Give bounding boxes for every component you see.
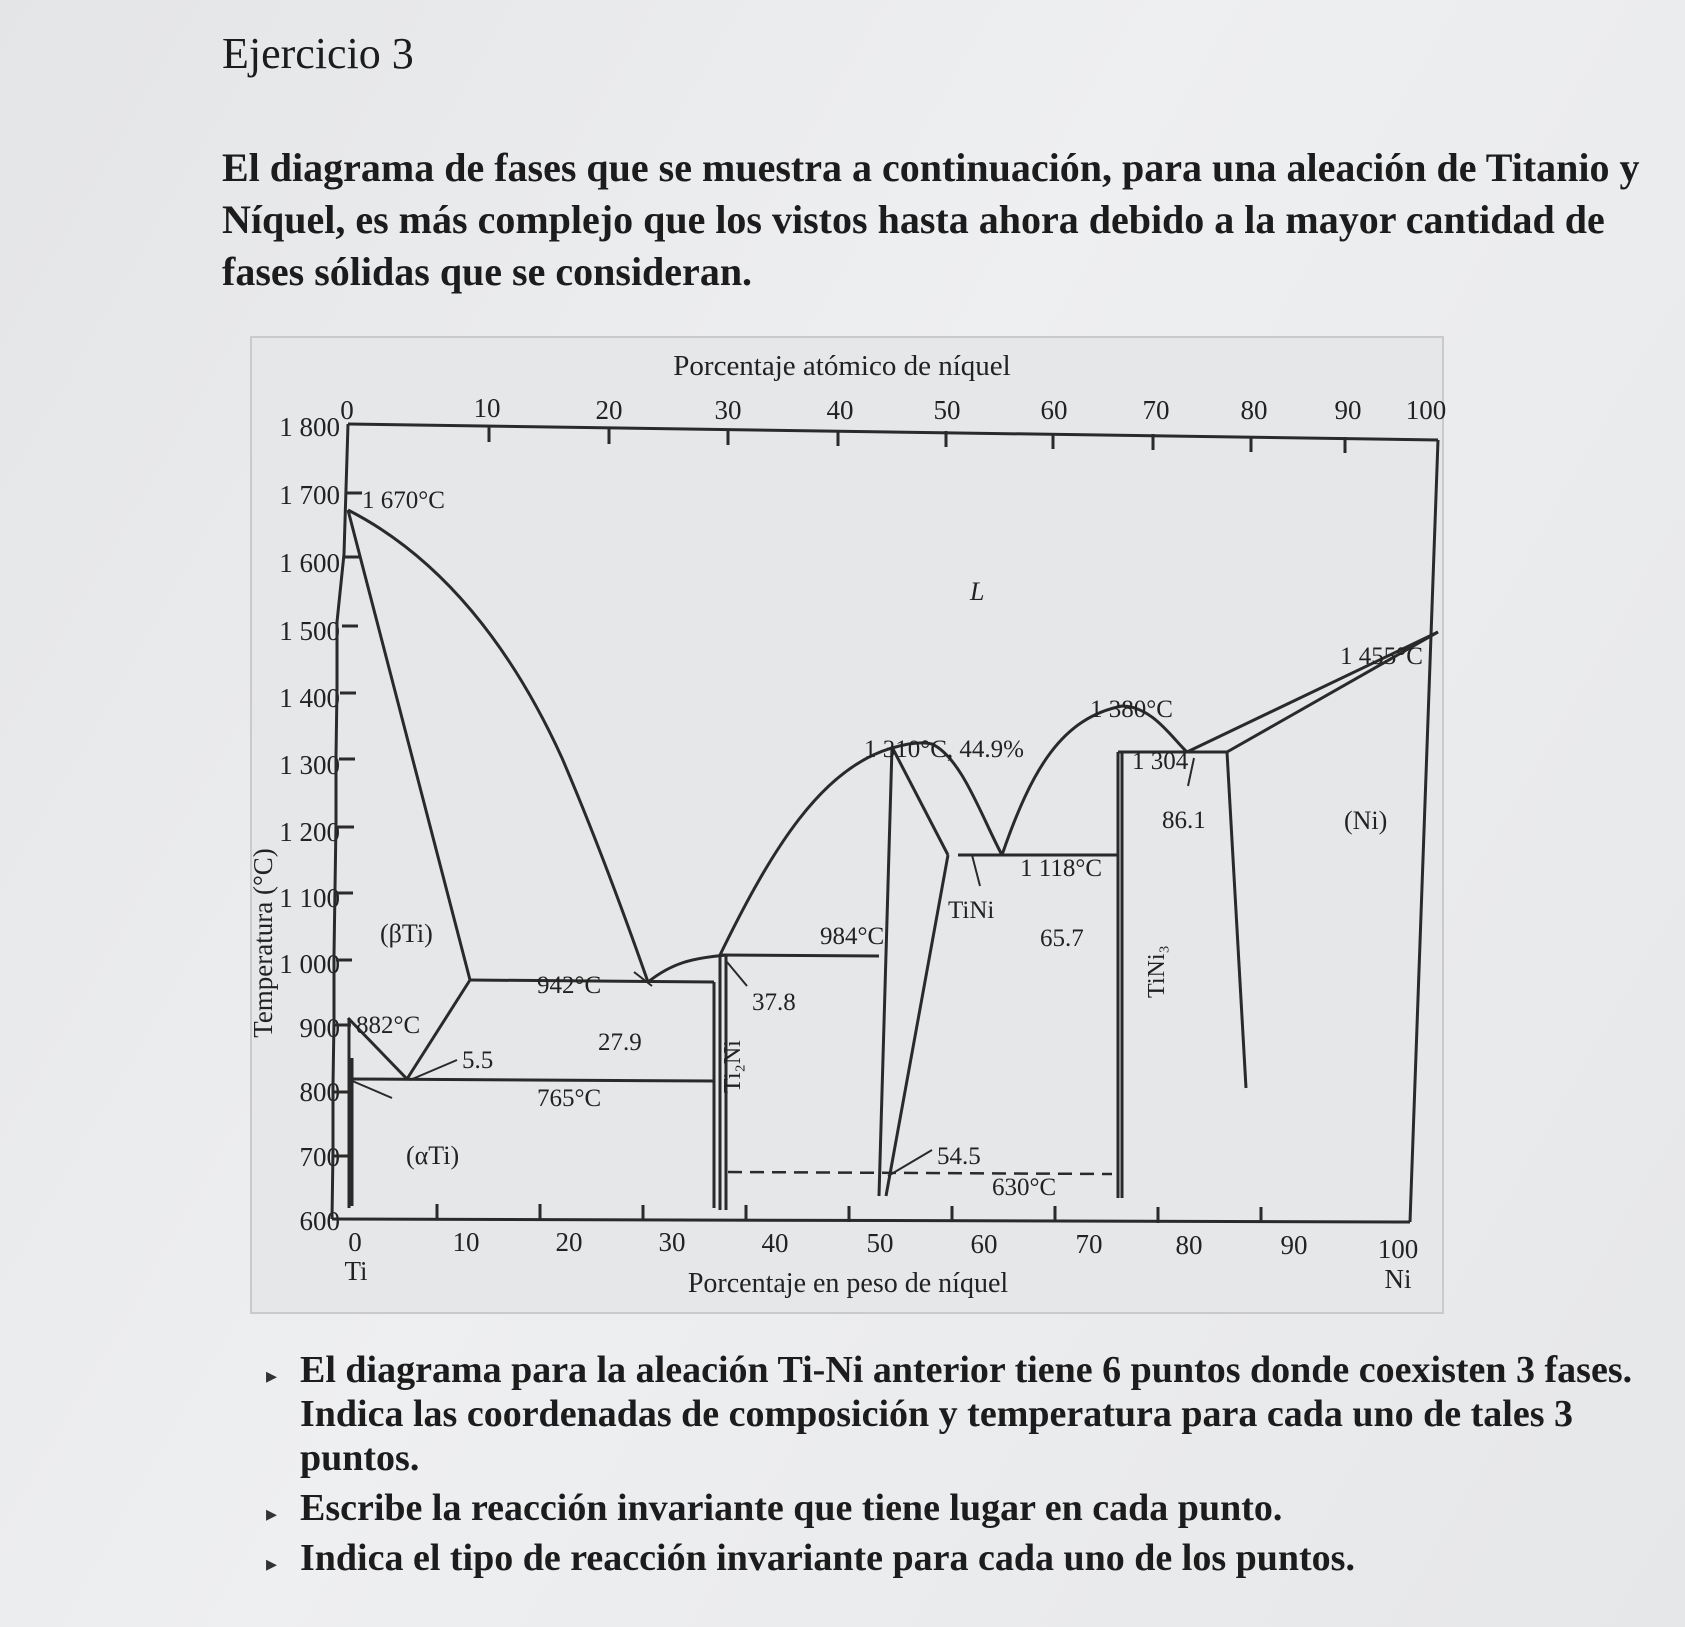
top-tick-label: 40 bbox=[826, 395, 854, 425]
task-text: Indica el tipo de reacción invariante para cada uno de los puntos. bbox=[300, 1537, 1355, 1579]
bullet-triangle-icon: ▸ bbox=[266, 1551, 278, 1576]
exercise-title: Ejercicio 3 bbox=[222, 29, 414, 78]
label-5-5: 5.5 bbox=[462, 1047, 494, 1074]
y-tick-label: 800 bbox=[299, 1077, 340, 1107]
top-tick-label: 90 bbox=[1334, 395, 1362, 425]
bottom-tick-label: 90 bbox=[1280, 1230, 1308, 1260]
task-item bbox=[258, 1486, 1658, 1530]
y-tick-label: 1 800 bbox=[279, 412, 340, 442]
bottom-tick-label: 20 bbox=[555, 1227, 583, 1257]
phase-diagram-figure bbox=[248, 336, 1447, 1314]
y-tick-label: 1 600 bbox=[279, 548, 340, 578]
left-element-label: Ti bbox=[344, 1256, 368, 1286]
label-1118: 1 118°C bbox=[1020, 855, 1102, 882]
top-tick-label: 70 bbox=[1142, 395, 1170, 425]
top-tick-label: 30 bbox=[714, 395, 742, 425]
label-984: 984°C bbox=[820, 923, 885, 950]
bottom-tick-label: 30 bbox=[658, 1227, 686, 1257]
bottom-tick-label: 40 bbox=[761, 1228, 789, 1258]
y-tick-label: 600 bbox=[299, 1206, 340, 1236]
y-tick-label: 1 700 bbox=[279, 480, 340, 510]
axes bbox=[332, 424, 1438, 1223]
bottom-tick-label: 0 bbox=[348, 1227, 362, 1257]
label-1310: 1 310°C, 44.9% bbox=[864, 736, 1024, 763]
label-37-8: 37.8 bbox=[752, 989, 796, 1016]
phase-boundaries bbox=[348, 510, 1438, 1210]
y-tick-label: 900 bbox=[299, 1013, 340, 1043]
phase-liquid: L bbox=[970, 577, 985, 606]
label-27-9: 27.9 bbox=[598, 1029, 642, 1056]
bottom-tick-label: 80 bbox=[1175, 1230, 1203, 1260]
task-text: El diagrama para la aleación Ti-Ni anterior tiene 6 puntos donde coexisten 3 fases. Indica las coordenadas de composición y temperatura para cada uno de tales 3 puntos. bbox=[300, 1349, 1633, 1479]
top-axis-title: Porcentaje atómico de níquel bbox=[673, 350, 1011, 382]
bottom-tick-label: 100 bbox=[1377, 1234, 1419, 1264]
label-65-7: 65.7 bbox=[1040, 925, 1084, 952]
phase-alpha-ti: (αTi) bbox=[406, 1141, 460, 1170]
phase-diagram bbox=[248, 338, 1447, 1312]
bullet-triangle-icon: ▸ bbox=[266, 1363, 278, 1388]
phase-ni: (Ni) bbox=[1344, 806, 1388, 835]
intro-paragraph: El diagrama de fases que se muestra a continuación, para una aleación de Titanio y Níquel, es más complejo que los vistos hasta ahora debido a la mayor cantidad de fases sólidas que se consideran. bbox=[222, 145, 1640, 294]
y-axis-title: Temperatura (°C) bbox=[248, 848, 278, 1038]
label-1670: 1 670°C bbox=[362, 487, 445, 514]
top-tick-label: 10 bbox=[473, 393, 501, 423]
label-1304: 1 304 bbox=[1132, 748, 1189, 775]
phase-beta-ti: (βTi) bbox=[380, 919, 433, 948]
bottom-axis-title: Porcentaje en peso de níquel bbox=[687, 1268, 1009, 1299]
y-tick-label: 1 100 bbox=[279, 883, 340, 913]
top-tick-label: 50 bbox=[933, 395, 961, 425]
task-text: Escribe la reacción invariante que tiene lugar en cada punto. bbox=[300, 1487, 1283, 1529]
top-tick-label: 100 bbox=[1405, 395, 1447, 425]
y-tick-label: 1 400 bbox=[279, 683, 340, 713]
label-1455: 1 455°C bbox=[1340, 643, 1423, 670]
task-item bbox=[258, 1348, 1658, 1480]
label-942: 942°C bbox=[537, 972, 602, 999]
top-tick-label: 20 bbox=[595, 395, 623, 425]
y-tick-label: 1 500 bbox=[279, 616, 340, 646]
bottom-tick-label: 70 bbox=[1075, 1229, 1103, 1259]
top-tick-label: 80 bbox=[1240, 395, 1268, 425]
bottom-tick-label: 10 bbox=[452, 1227, 480, 1257]
y-tick-label: 1 300 bbox=[279, 750, 340, 780]
label-54-5: 54.5 bbox=[937, 1143, 981, 1170]
right-element-label: Ni bbox=[1384, 1264, 1412, 1294]
label-882: 882°C bbox=[356, 1012, 421, 1039]
phase-tini: TiNi bbox=[948, 897, 995, 924]
phase-ti2ni: Ti₂Ni bbox=[720, 1040, 746, 1093]
label-1380: 1 380°C bbox=[1090, 696, 1173, 723]
label-765: 765°C bbox=[537, 1085, 602, 1112]
bullet-triangle-icon: ▸ bbox=[266, 1501, 278, 1526]
top-tick-label: 60 bbox=[1040, 395, 1068, 425]
label-86-1: 86.1 bbox=[1162, 807, 1206, 834]
annotation-leaders bbox=[350, 758, 1194, 1176]
task-item bbox=[258, 1536, 1658, 1580]
y-tick-label: 1 200 bbox=[279, 817, 340, 847]
y-tick-label: 700 bbox=[299, 1142, 340, 1172]
label-630: 630°C bbox=[992, 1174, 1057, 1201]
phase-tini3: TiNi₃ bbox=[1144, 945, 1170, 998]
bottom-tick-label: 50 bbox=[866, 1228, 894, 1258]
top-tick-label: 0 bbox=[340, 395, 354, 425]
bottom-tick-label: 60 bbox=[970, 1229, 998, 1259]
y-tick-label: 1 000 bbox=[279, 949, 340, 979]
task-list bbox=[258, 1348, 1658, 1586]
